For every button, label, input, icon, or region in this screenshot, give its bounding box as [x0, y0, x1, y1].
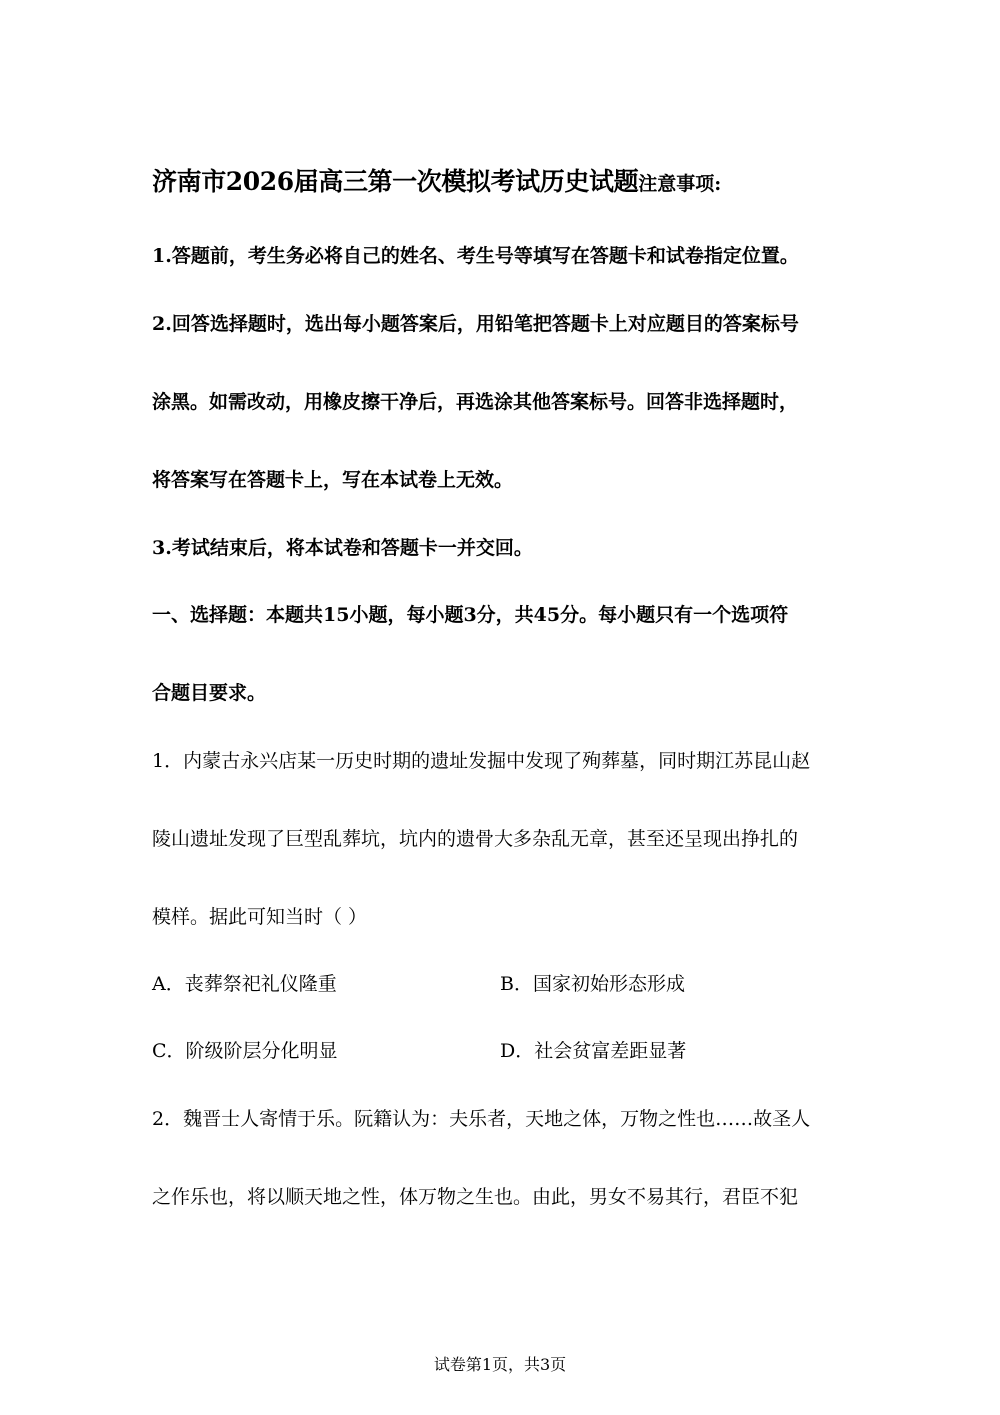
- page-title: [152, 168, 721, 198]
- notice-item-3: 3.考试结束后，将本试卷和答题卡一并交回。: [152, 537, 533, 559]
- exam-title: 济南市2026届高三第一次模拟考试历史试题: [152, 167, 639, 196]
- page-footer: 试卷第1页，共3页: [433, 1355, 567, 1374]
- notice-item-2-line-2: 涂黑。如需改动，用橡皮擦干净后，再选涂其他答案标号。回答非选择题时，: [152, 391, 799, 413]
- question-1-line-3: 模样。据此可知当时（ ）: [152, 906, 368, 928]
- notice-item-2-line-1: 2.回答选择题时，选出每小题答案后，用铅笔把答题卡上对应题目的答案标号: [152, 313, 799, 335]
- notice-label: 注意事项:: [638, 173, 722, 195]
- notice-item-1: 1.答题前，考生务必将自己的姓名、考生号等填写在答题卡和试卷指定位置。: [152, 245, 799, 267]
- question-1-option-c: C．阶级阶层分化明显: [152, 1040, 338, 1062]
- question-1-line-1: 1．内蒙古永兴店某一历史时期的遗址发掘中发现了殉葬墓，同时期江苏昆山赵: [152, 750, 811, 772]
- question-1-option-d: D．社会贫富差距显著: [500, 1040, 687, 1062]
- question-2-line-2: 之作乐也，将以顺天地之性，体万物之生也。由此，男女不易其行，君臣不犯: [152, 1186, 799, 1208]
- question-1-option-a: A．丧葬祭祀礼仪隆重: [152, 973, 337, 995]
- question-1-option-b: B．国家初始形态形成: [500, 973, 685, 995]
- notice-item-2-line-3: 将答案写在答题卡上，写在本试卷上无效。: [152, 469, 514, 491]
- question-2-line-1: 2．魏晋士人寄情于乐。阮籍认为：夫乐者，天地之体，万物之性也……故圣人: [152, 1108, 811, 1130]
- question-1-line-2: 陵山遗址发现了巨型乱葬坑，坑内的遗骨大多杂乱无章，甚至还呈现出挣扎的: [152, 828, 799, 850]
- section-heading-line-2: 合题目要求。: [152, 682, 267, 704]
- section-heading-line-1: 一、选择题：本题共15小题，每小题3分，共45分。每小题只有一个选项符: [152, 604, 789, 626]
